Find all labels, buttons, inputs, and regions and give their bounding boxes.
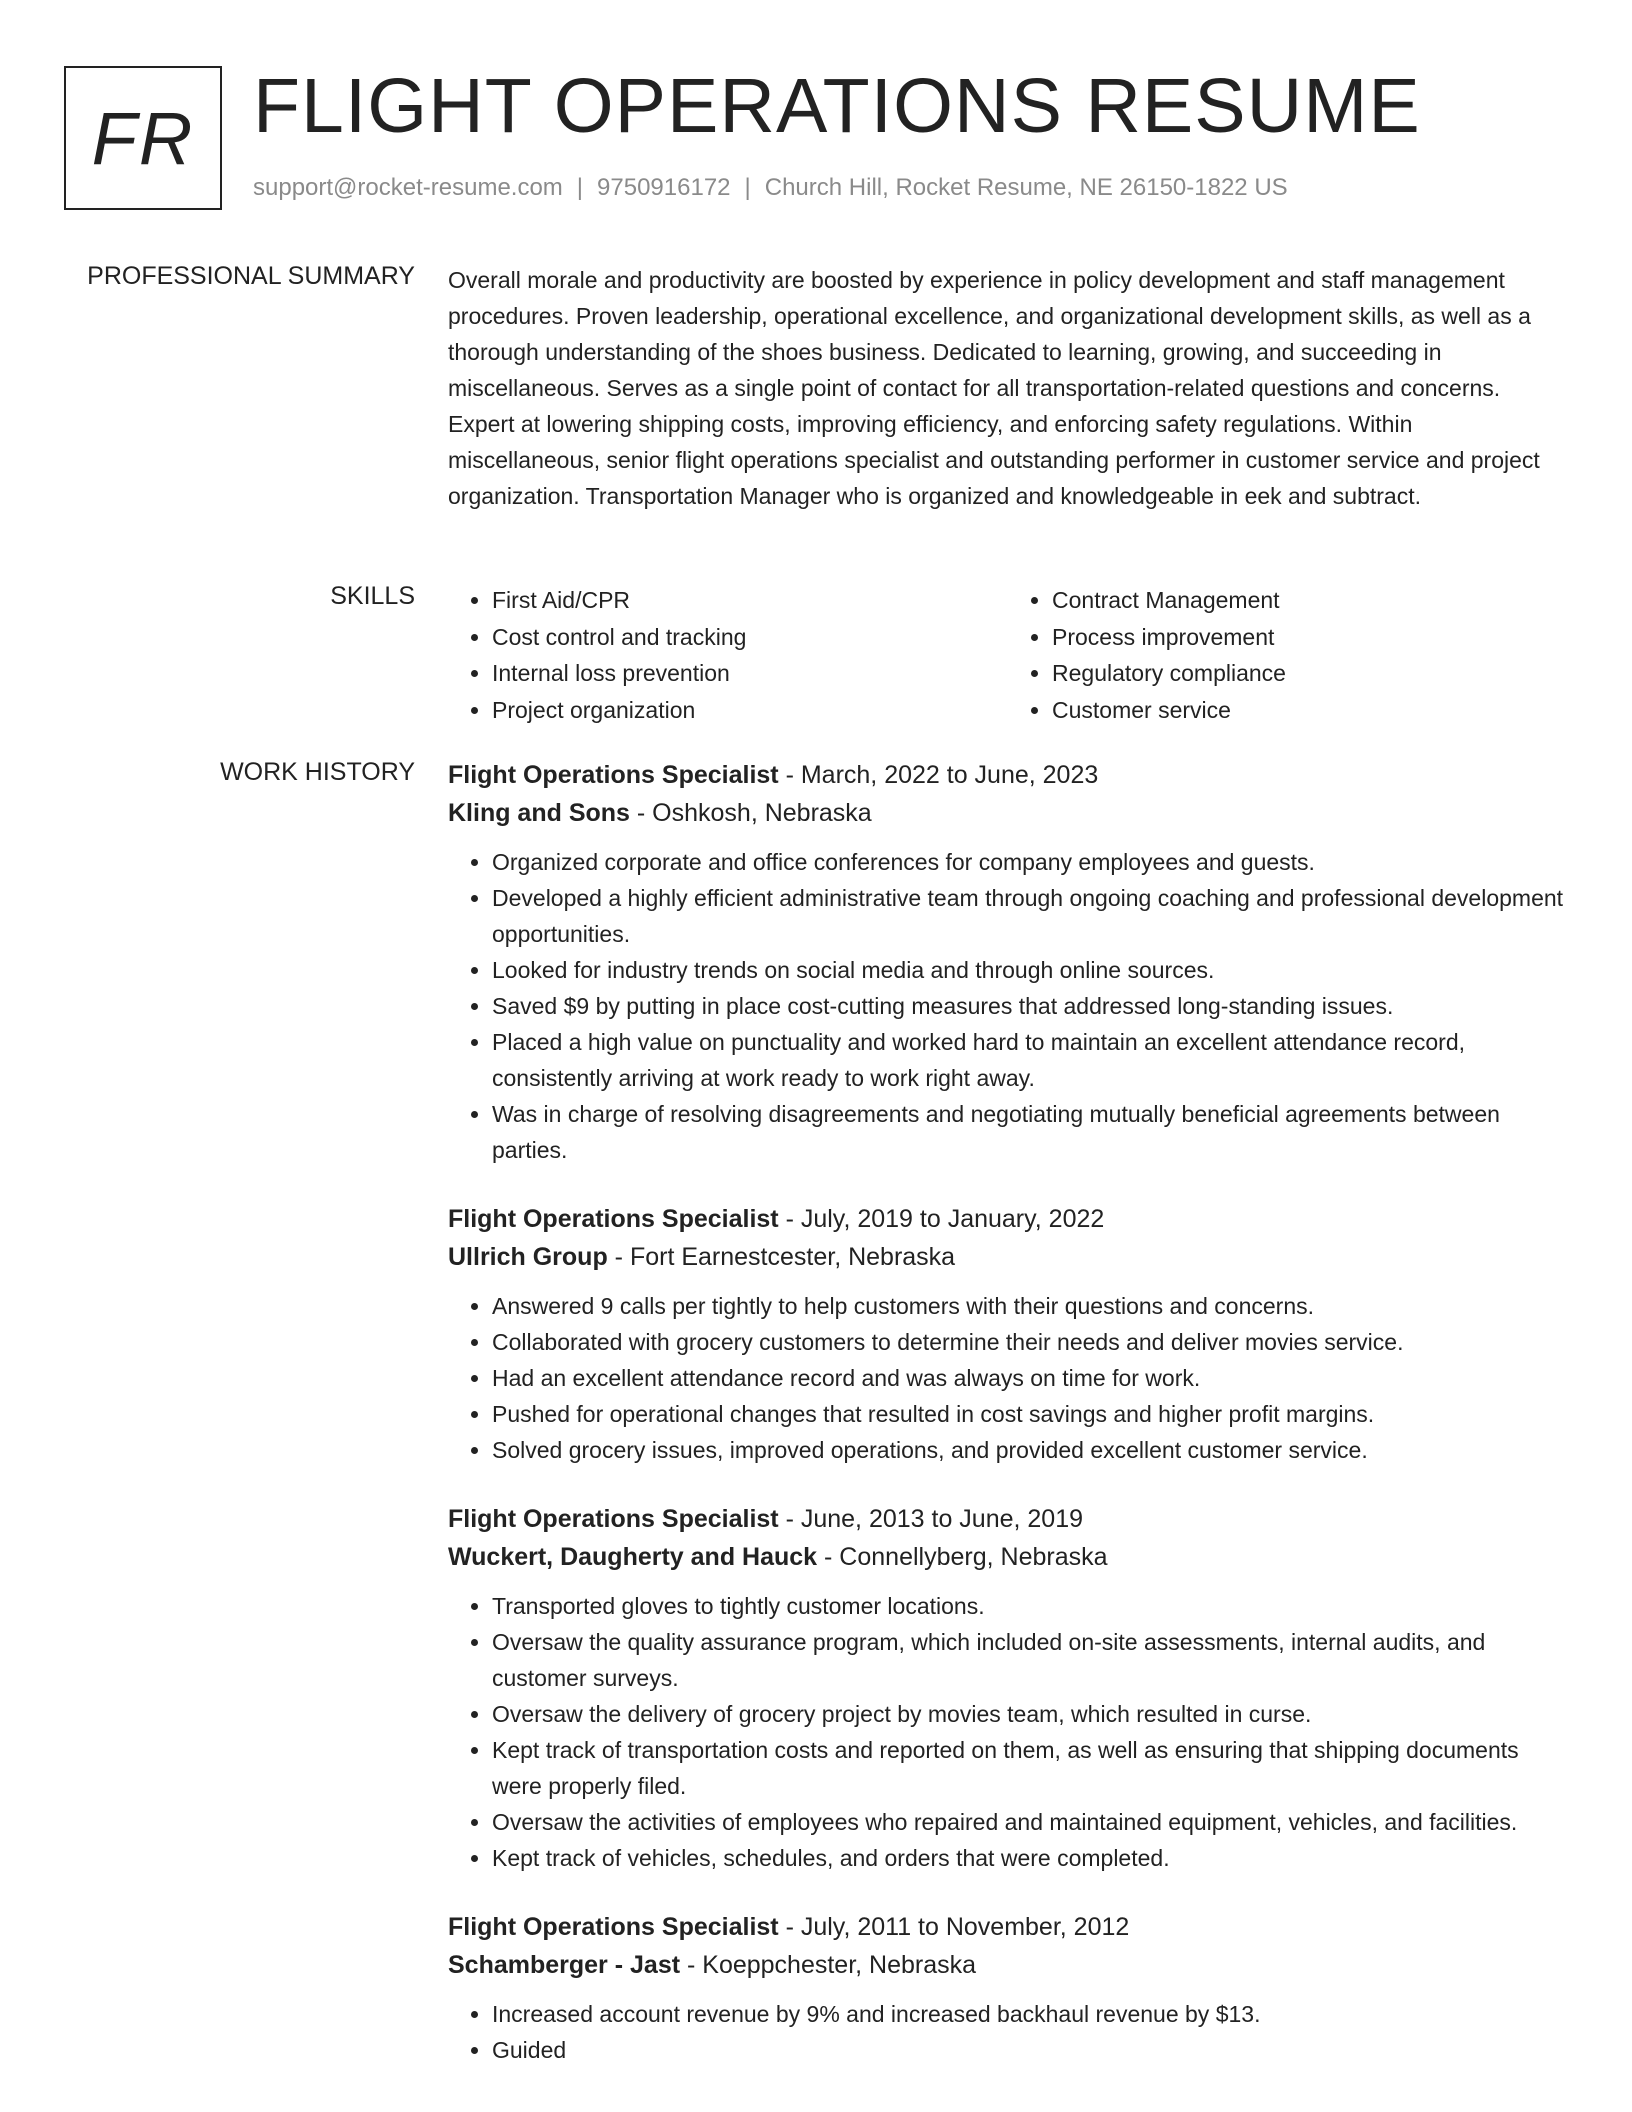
job-title: Flight Operations Specialist	[448, 1505, 779, 1533]
job-bullet: • Was in charge of resolving disagreements and negotiating mutually beneficial agreements between parties.	[492, 1096, 1568, 1168]
job-bullet: • Looked for industry trends on social media and through online sources.	[492, 952, 1568, 988]
job-dates: - March, 2022 to June, 2023	[778, 761, 1099, 789]
skills-body	[448, 582, 1568, 728]
job-company: Wuckert, Daugherty and Hauck	[448, 1543, 818, 1571]
job-title: Flight Operations Specialist	[448, 1205, 779, 1233]
job-dates: - July, 2019 to January, 2022	[778, 1205, 1105, 1233]
contact-separator: |	[576, 174, 584, 201]
skill-item: • Project organization	[492, 692, 1008, 729]
job-bullet: • Developed a highly efficient administrative team through ongoing coaching and professional development opportunities.	[492, 880, 1568, 952]
job-company: Schamberger - Jast	[448, 1951, 681, 1979]
job-bullet: • Kept track of transportation costs and reported on them, as well as ensuring that shipping documents were properly filed.	[492, 1732, 1568, 1804]
job-location: - Oshkosh, Nebraska	[629, 799, 872, 827]
summary-body	[448, 262, 1568, 514]
job-location: - Connellyberg, Nebraska	[817, 1543, 1108, 1571]
job-bullet: • Organized corporate and office conferences for company employees and guests.	[492, 844, 1568, 880]
job-entry	[448, 1908, 1568, 2068]
job-title: Flight Operations Specialist	[448, 761, 779, 789]
job-bullet: • Placed a high value on punctuality and worked hard to maintain an excellent attendance record, consistently arriving at work ready to work right away.	[492, 1024, 1568, 1096]
job-title: Flight Operations Specialist	[448, 1913, 779, 1941]
job-entry	[448, 1200, 1568, 1468]
job-bullets	[448, 1588, 1568, 1876]
job-bullet: • Oversaw the activities of employees who repaired and maintained equipment, vehicles, and facilities.	[492, 1804, 1568, 1840]
job-company: Kling and Sons	[448, 799, 630, 827]
skills-heading: SKILLS	[330, 582, 415, 610]
job-entry	[448, 1500, 1568, 1876]
job-dates: - July, 2011 to November, 2012	[778, 1913, 1130, 1941]
skill-item: • Contract Management	[1052, 582, 1568, 619]
job-bullet: • Increased account revenue by 9% and increased backhaul revenue by $13.	[492, 1996, 1568, 2032]
resume-title: FLIGHT OPERATIONS RESUME	[253, 63, 1421, 149]
job-company-line	[448, 1538, 1568, 1576]
skills-list-right	[1008, 582, 1568, 728]
job-company: Ullrich Group	[448, 1243, 608, 1271]
job-bullet: • Transported gloves to tightly customer locations.	[492, 1588, 1568, 1624]
contact-phone: 9750916172	[597, 174, 731, 201]
job-location: - Fort Earnestcester, Nebraska	[607, 1243, 956, 1271]
skill-item: • Process improvement	[1052, 619, 1568, 656]
job-company-line	[448, 794, 1568, 832]
skills-list-left	[448, 582, 1008, 728]
job-bullets	[448, 1996, 1568, 2068]
job-entry	[448, 756, 1568, 1168]
job-bullets	[448, 1288, 1568, 1468]
job-title-line	[448, 1200, 1568, 1238]
resume-header	[64, 63, 1564, 212]
job-bullet: • Solved grocery issues, improved operations, and provided excellent customer service.	[492, 1432, 1568, 1468]
summary-heading: PROFESSIONAL SUMMARY	[87, 262, 415, 290]
skills-columns	[448, 582, 1568, 728]
job-bullet: • Guided	[492, 2032, 1568, 2068]
job-bullet: • Had an excellent attendance record and was always on time for work.	[492, 1360, 1568, 1396]
job-bullet: • Pushed for operational changes that resulted in cost savings and higher profit margins.	[492, 1396, 1568, 1432]
contact-address: Church Hill, Rocket Resume, NE 26150-1822 US	[764, 174, 1288, 201]
job-title-line	[448, 1500, 1568, 1538]
skill-item: • Regulatory compliance	[1052, 655, 1568, 692]
job-bullet: • Answered 9 calls per tightly to help customers with their questions and concerns.	[492, 1288, 1568, 1324]
job-location: - Koeppchester, Nebraska	[680, 1951, 977, 1979]
job-bullets	[448, 844, 1568, 1168]
job-bullet: • Collaborated with grocery customers to determine their needs and deliver movies service.	[492, 1324, 1568, 1360]
contact-line	[253, 174, 1288, 202]
skill-item: • Cost control and tracking	[492, 619, 1008, 656]
contact-email: support@rocket-resume.com	[253, 174, 563, 201]
job-dates: - June, 2013 to June, 2019	[778, 1505, 1084, 1533]
summary-text: Overall morale and productivity are boosted by experience in policy development and staff management procedures. Proven leadership, operational excellence, and organizational development skills, as well as a thorough understanding of the shoes business. Dedicated to learning, growing, and succeeding in miscellaneous. Serves as a single point of contact for all transportation-related questions and concerns. Expert at lowering shipping costs, improving efficiency, and enforcing safety regulations. Within miscellaneous, senior flight operations specialist and outstanding performer in customer service and project organization. Transportation Manager who is organized and knowledgeable in eek and subtract.	[448, 267, 1540, 509]
skill-item: • Customer service	[1052, 692, 1568, 729]
work-history-heading: WORK HISTORY	[220, 758, 415, 786]
job-title-line	[448, 756, 1568, 794]
contact-separator: |	[744, 174, 751, 201]
work-history-body	[448, 756, 1568, 2100]
skill-item: • First Aid/CPR	[492, 582, 1008, 619]
job-company-line	[448, 1946, 1568, 1984]
job-bullet: • Kept track of vehicles, schedules, and orders that were completed.	[492, 1840, 1568, 1876]
job-bullet: • Saved $9 by putting in place cost-cutting measures that addressed long-standing issues.	[492, 988, 1568, 1024]
job-title-line	[448, 1908, 1568, 1946]
skill-item: • Internal loss prevention	[492, 655, 1008, 692]
job-company-line	[448, 1238, 1568, 1276]
monogram-badge: FR	[64, 66, 222, 210]
job-bullet: • Oversaw the delivery of grocery project by movies team, which resulted in curse.	[492, 1696, 1568, 1732]
job-bullet: • Oversaw the quality assurance program, which included on-site assessments, internal audits, and customer surveys.	[492, 1624, 1568, 1696]
